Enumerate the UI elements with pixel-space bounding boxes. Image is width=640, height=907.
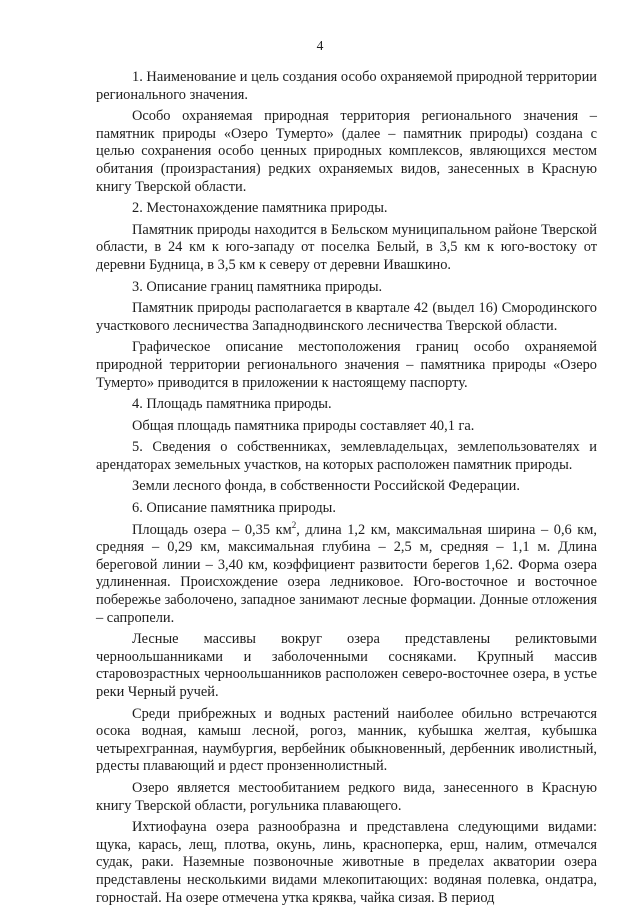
paragraph-rare-species: Озеро является местообитанием редкого вида, занесенного в Красную книгу Тверской области, рогульника плавающего. xyxy=(96,779,597,814)
paragraph-location: Памятник природы находится в Бельском муниципальном районе Тверской области, в 24 км к юго-западу от поселка Белый, в 3,5 км к юго-востоку от деревни Будница, в 3,5 км к северу от деревни Ивашкино. xyxy=(96,221,597,273)
paragraph-lake-description xyxy=(96,519,598,628)
lake-area-text: Площадь озера – 0,35 км xyxy=(132,521,292,538)
paragraph-purpose: Особо охраняемая природная территория регионального значения – памятник природы «Озеро Тумерто» (далее – памятник природы) создана с целью сохранения особо ценных природных комплексов, являющихся местом обитания (произрастания) редких охраняемых видов, занесенных в Красную книгу Тверской области. xyxy=(96,108,597,195)
paragraph-owners: Земли лесного фонда, в собственности Российской Федерации. xyxy=(132,478,520,495)
section-heading-4: 4. Площадь памятника природы. xyxy=(132,396,332,413)
section-heading-2: 2. Местонахождение памятника природы. xyxy=(132,200,388,217)
paragraph-area: Общая площадь памятника природы составляет 40,1 га. xyxy=(132,417,475,434)
section-heading-5: 5. Сведения о собственниках, землевладельцах, землепользователях и арендаторах земельных участков, на которых расположен памятник природы. xyxy=(96,439,597,473)
lake-details-text: , длина 1,2 км, максимальная ширина – 0,6 км, средняя – 0,29 км, максимальная глубина – 2,5 м, средняя – 1,1 м. Длина береговой линии – 3,40 км, коэффициент развитости берегов 1,62. Форма озера удлиненная. Происхождение озера ледниковое. Юго-восточное и восточное побережье заболочено, западное занимают лесные формации. Донные отложения – сапропели. xyxy=(96,521,598,626)
section-heading-3: 3. Описание границ памятника природы. xyxy=(132,278,383,295)
superscript-2: 2 xyxy=(291,519,297,530)
paragraph-fauna: Ихтиофауна озера разнообразна и представлена следующими видами: щука, карась, лещ, плотва, окунь, линь, красноперка, ерш, налим, отмечался судак, раки. Наземные позвоночные животные в пределах акватории озера представлены несколькими видами млекопитающих: водяная полевка, ондатра, горностай. На озере отмечена утка кряква, чайка сизая. В период xyxy=(96,819,597,906)
paragraph-plants: Среди прибрежных и водных растений наиболее обильно встречаются осока водная, камыш лесной, рогоз, манник, кубышка желтая, кубышка четырехгранная, наумбургия, вербейник обыкновенный, дербенник иволистный, рдесты плавающий и рдест пронзеннолистный. xyxy=(96,705,597,775)
paragraph-boundaries: Памятник природы располагается в квартале 42 (выдел 16) Смородинского участкового лесничества Западнодвинского лесничества Тверской области. xyxy=(96,300,597,334)
paragraph-graphic-description: Графическое описание местоположения границ особо охраняемой природной территории регионального значения – памятника природы «Озеро Тумерто» приводится в приложении к настоящему паспорту. xyxy=(96,339,597,391)
document-body xyxy=(96,69,597,907)
paragraph-forests: Лесные массивы вокруг озера представлены реликтовыми черноольшанниками и заболоченными сосняками. Крупный массив старовозрастных черноольшанников расположен северо-восточнее озера, в устье реки Черный ручей. xyxy=(96,631,597,700)
section-heading-1: 1. Наименование и цель создания особо охраняемой природной территории регионального значения. xyxy=(96,69,597,103)
section-heading-6: 6. Описание памятника природы. xyxy=(132,500,336,517)
page-number: 4 xyxy=(316,38,324,53)
